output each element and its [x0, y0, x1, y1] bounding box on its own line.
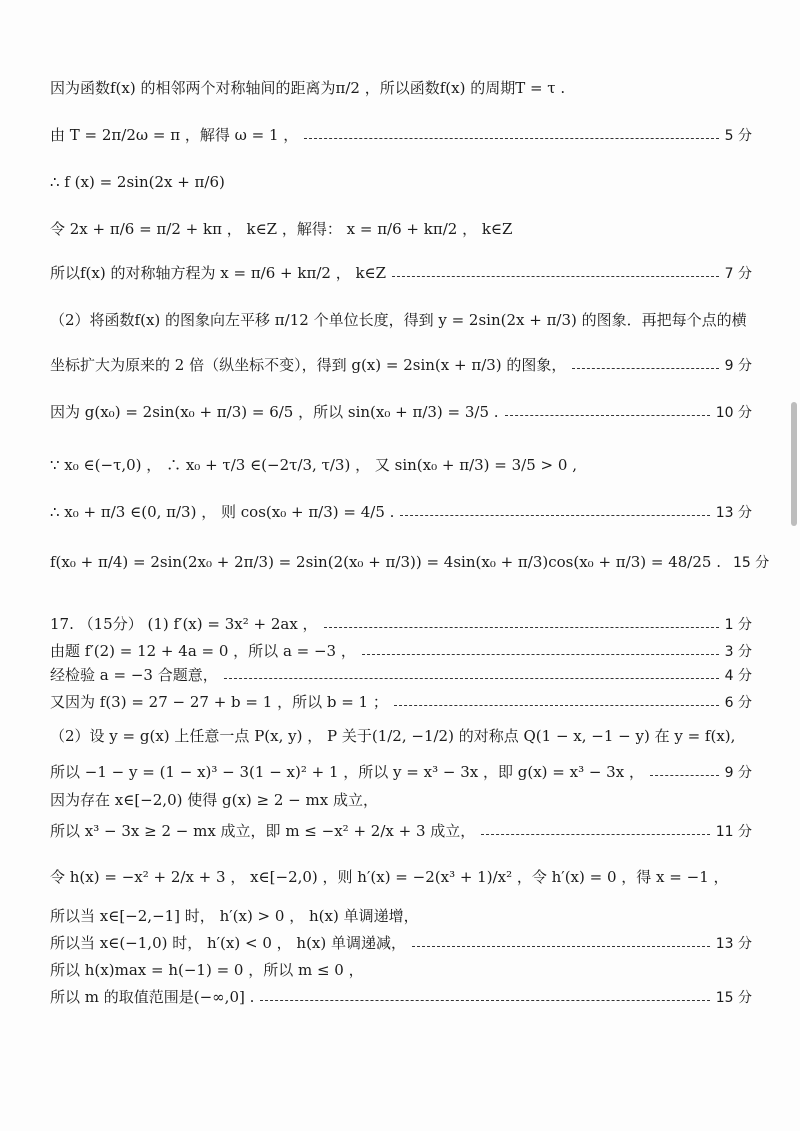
line-text: 因为 g(x₀) = 2sin(x₀ + π/3) = 6/5 ，所以 sin(x₀ + π/3) = 3/5 .	[50, 403, 499, 421]
solution-line	[50, 641, 752, 662]
solution-line	[50, 665, 752, 686]
solution-line	[50, 933, 752, 954]
line-text: 又因为 f(3) = 27 − 27 + b = 1 ，所以 b = 1 ；	[50, 693, 388, 711]
score-mark: 1 分	[724, 617, 752, 633]
dashed-leader	[260, 1000, 709, 1001]
solution-line	[50, 355, 752, 376]
line-text: f(x₀ + π/4) = 2sin(2x₀ + 2π/3) = 2sin(2(x₀ + π/3)) = 4sin(x₀ + π/3)cos(x₀ + π/3) = 48/25 .	[50, 553, 721, 571]
solution-line	[50, 614, 752, 635]
solution-line	[50, 726, 752, 746]
line-text: （2）将函数f(x) 的图象向左平移 π/12 个单位长度，得到 y = 2sin(2x + π/3) 的图象．再把每个点的横	[50, 311, 747, 329]
solution-line	[50, 790, 752, 810]
line-text: 所以 x³ − 3x ≥ 2 − mx 成立，即 m ≤ −x² + 2/x + 3 成立，	[50, 822, 476, 840]
solution-line	[50, 310, 752, 330]
line-text: 所以当 x∈(−1,0) 时， h′(x) < 0 ， h(x) 单调递减，	[50, 934, 407, 952]
line-text: 因为存在 x∈[−2,0) 使得 g(x) ≥ 2 − mx 成立，	[50, 791, 378, 809]
line-text: ∵ x₀ ∈(−τ,0) ， ∴ x₀ + τ/3 ∈(−2τ/3, τ/3) ， 又 sin(x₀ + π/3) = 3/5 > 0 ,	[50, 456, 577, 474]
solution-line	[50, 219, 752, 239]
dashed-leader	[394, 705, 719, 706]
dashed-leader	[400, 515, 709, 516]
dashed-leader	[324, 627, 719, 628]
line-text: 由 T = 2π/2ω = π ，解得 ω = 1 ，	[50, 126, 299, 144]
score-mark: 10 分	[715, 405, 752, 421]
line-text: 经检验 a = −3 合题意，	[50, 666, 218, 684]
solution-line	[50, 78, 752, 98]
solution-line	[50, 172, 752, 192]
score-mark: 9 分	[724, 765, 752, 781]
line-text: 所以 −1 − y = (1 − x)³ − 3(1 − x)² + 1 ，所以 y = x³ − 3x ，即 g(x) = x³ − 3x ，	[50, 763, 644, 781]
score-mark: 4 分	[724, 668, 752, 684]
score-mark: 7 分	[724, 266, 752, 282]
line-text: 由题 f′(2) = 12 + 4a = 0 ，所以 a = −3 ，	[50, 642, 356, 660]
line-text: （2）设 y = g(x) 上任意一点 P(x, y) ， P 关于(1/2, −1/2) 的对称点 Q(1 − x, −1 − y) 在 y = f(x),	[50, 727, 736, 745]
line-text: 令 h(x) = −x² + 2/x + 3 ， x∈[−2,0) ，则 h′(x) = −2(x³ + 1)/x² ，令 h′(x) = 0 ，得 x = −1 ，	[50, 868, 729, 886]
dashed-leader	[224, 678, 719, 679]
score-mark: 6 分	[724, 695, 752, 711]
line-text: ∴ x₀ + π/3 ∈(0, π/3) ， 则 cos(x₀ + π/3) = 4/5 .	[50, 503, 395, 521]
score-mark: 5 分	[724, 128, 752, 144]
solution-line	[50, 402, 752, 423]
dashed-leader	[505, 415, 710, 416]
score-mark: 3 分	[724, 644, 752, 660]
solution-line	[50, 455, 752, 475]
dashed-leader	[650, 775, 719, 776]
solution-line	[50, 906, 752, 926]
score-mark: 15 分	[732, 555, 770, 571]
score-mark: 9 分	[724, 358, 752, 374]
line-text: 坐标扩大为原来的 2 倍（纵坐标不变），得到 g(x) = 2sin(x + π/3) 的图象，	[50, 356, 567, 374]
solution-line	[50, 263, 752, 284]
line-text: 所以当 x∈[−2,−1] 时， h′(x) > 0 ， h(x) 单调递增，	[50, 907, 419, 925]
solution-line	[50, 867, 752, 887]
line-text: 因为函数f(x) 的相邻两个对称轴间的距离为π/2 ，所以函数f(x) 的周期T = τ .	[50, 79, 566, 97]
dashed-leader	[481, 834, 709, 835]
solution-line	[50, 125, 752, 146]
line-text: 令 2x + π/6 = π/2 + kπ ， k∈Z ，解得： x = π/6 + kπ/2 ， k∈Z	[50, 220, 513, 238]
line-text: 所以 h(x)max = h(−1) = 0 ，所以 m ≤ 0 ，	[50, 961, 364, 979]
solution-line	[50, 692, 752, 713]
dashed-leader	[304, 138, 718, 139]
dashed-leader	[392, 276, 719, 277]
dashed-leader	[362, 654, 719, 655]
line-text: 所以f(x) 的对称轴方程为 x = π/6 + kπ/2 ， k∈Z	[50, 264, 387, 282]
scrollbar-thumb[interactable]	[791, 402, 797, 526]
solution-line	[50, 762, 752, 783]
solution-line	[50, 960, 752, 980]
dashed-leader	[572, 368, 718, 369]
dashed-leader	[412, 946, 710, 947]
line-text: 17. （15分） (1) f′(x) = 3x² + 2ax ，	[50, 615, 318, 633]
score-mark: 13 分	[715, 936, 752, 952]
score-mark: 15 分	[715, 990, 752, 1006]
solution-line	[50, 821, 752, 842]
solution-line	[50, 502, 752, 523]
line-text: ∴ f (x) = 2sin(2x + π/6)	[50, 173, 225, 191]
score-mark: 13 分	[715, 505, 752, 521]
line-text: 所以 m 的取值范围是(−∞,0] .	[50, 988, 255, 1006]
score-mark: 11 分	[715, 824, 752, 840]
solution-line	[50, 552, 770, 573]
solution-line	[50, 987, 752, 1008]
